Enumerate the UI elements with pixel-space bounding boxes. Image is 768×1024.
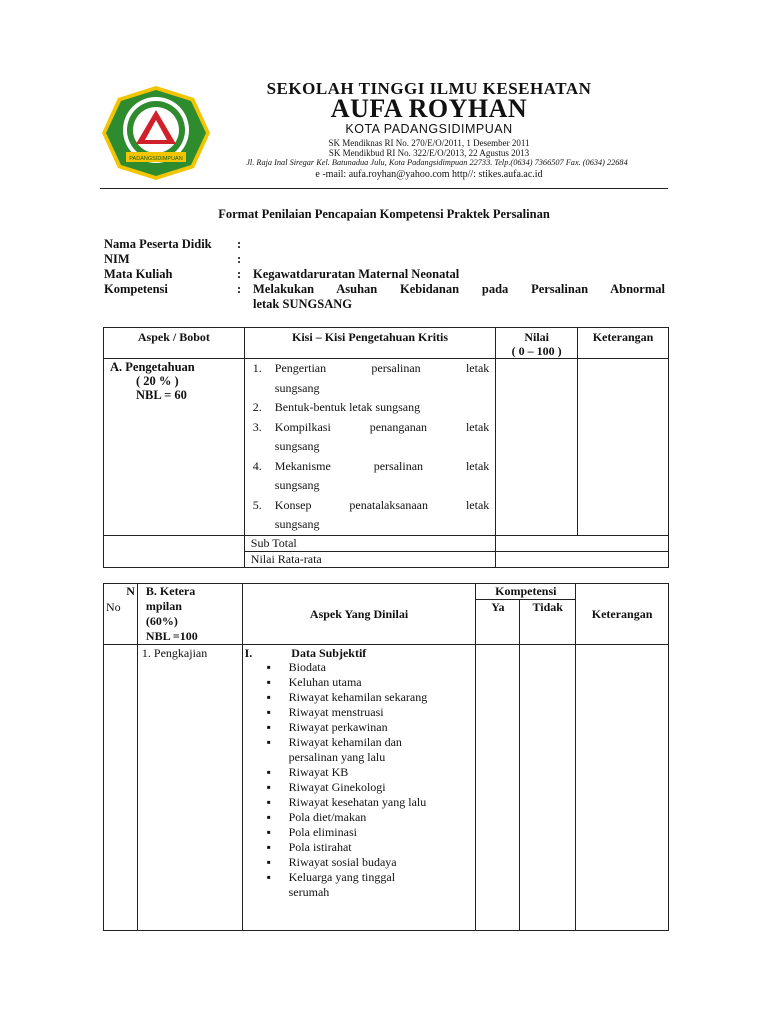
logo-text: PADANGSIDIMPUAN: [129, 156, 183, 162]
aspek-nbl: NBL = 60: [136, 388, 187, 402]
document-title: Format Penilaian Pencapaian Kompetensi Praktek Persalinan: [218, 207, 550, 221]
kisi-text: Pengertian persalinan letak sungsang: [274, 361, 490, 395]
kisi-num: 5.: [252, 497, 262, 512]
kisi-item: [253, 359, 490, 398]
aspek-pengetahuan: [104, 359, 245, 536]
assessment-item: ▪ Riwayat kesehatan yang lalu: [265, 795, 476, 810]
subtotal-blank: [104, 536, 245, 568]
institution-logo: [100, 84, 212, 182]
header-tidak: Tidak: [520, 600, 576, 645]
institution-contact: e -mail: aufa.royhan@yahoo.com http//: stikes.aufa.ac.id: [315, 169, 543, 180]
header-no-label: No: [106, 600, 121, 614]
skills-step: 1. Pengkajian: [137, 645, 242, 931]
kisi-num: 3.: [252, 419, 262, 434]
header-aspek-dinilai: Aspek Yang Dinilai: [242, 584, 476, 645]
average-value[interactable]: [496, 552, 669, 568]
skills-no-cell: [104, 645, 138, 931]
header-nilai: [496, 328, 578, 359]
assessment-item: ▪ Riwayat kehamilan sekarang: [265, 690, 476, 705]
assessment-item: ▪ Riwayat Ginekologi: [265, 780, 476, 795]
skills-aspek-cell: [242, 645, 476, 931]
header-b-keterampilan: B. Ketera mpilan (60%) NBL =100: [137, 584, 242, 645]
knowledge-table: [103, 327, 669, 568]
kisi-list-cell: [244, 359, 496, 536]
kisi-num: 1.: [252, 361, 262, 375]
info-label-nama: Nama Peserta Didik: [104, 237, 212, 251]
ya-cell[interactable]: [476, 645, 520, 931]
assessment-item: ▪ Riwayat sosial budaya: [265, 855, 476, 870]
info-value-kompetensi-2: letak SUNGSANG: [253, 297, 352, 311]
aspek-name: A. Pengetahuan: [110, 360, 195, 374]
assessment-item: ▪ Biodata: [265, 660, 476, 675]
info-colon-nim: :: [237, 252, 242, 266]
institution-type: SEKOLAH TINGGI ILMU KESEHATAN: [266, 79, 592, 98]
kisi-text: Kompilkasi penanganan letak sungsang: [274, 419, 490, 453]
kisi-text: Mekanisme persalinan letak sungsang: [274, 458, 490, 492]
assessment-item: ▪ Pola eliminasi: [265, 825, 476, 840]
assessment-item: ▪ Keluhan utama: [265, 675, 476, 690]
assessment-item: ▪ Pola istirahat: [265, 840, 476, 855]
kisi-item: [253, 457, 490, 496]
assessment-item: ▪ Keluarga yang tinggal serumah: [265, 870, 439, 900]
keterangan-cell[interactable]: [578, 359, 669, 536]
subtotal-row: [104, 536, 669, 552]
info-label-nim: NIM: [104, 252, 130, 266]
kisi-num: 4.: [252, 458, 262, 473]
sk-decree-1: SK Mendiknas RI No. 270/E/O/2011, 1 Desember 2011: [328, 138, 530, 148]
assessment-items: [243, 660, 476, 900]
subtotal-value[interactable]: [496, 536, 669, 552]
assessment-item: ▪ Riwayat menstruasi: [265, 705, 476, 720]
info-colon-mata-kuliah: :: [237, 267, 242, 281]
skills-row: [104, 645, 669, 931]
institution-name: AUFA ROYHAN: [330, 94, 528, 123]
institution-city: KOTA PADANGSIDIMPUAN: [345, 122, 513, 136]
keterangan-cell-2[interactable]: [576, 645, 669, 931]
header-kompetensi: Kompetensi: [476, 584, 576, 600]
subtotal-label: Sub Total: [244, 536, 496, 552]
assessment-item: ▪ Riwayat perkawinan: [265, 720, 476, 735]
header-nilai-range: ( 0 – 100 ): [511, 344, 562, 358]
header-nilai-label: Nilai: [524, 330, 550, 344]
assessment-item: ▪ Riwayat KB: [265, 765, 476, 780]
header-keterangan-2: Keterangan: [576, 584, 669, 645]
header-keterangan: Keterangan: [578, 328, 669, 359]
assessment-item: ▪ Pola diet/makan: [265, 810, 476, 825]
knowledge-row: [104, 359, 669, 536]
header-no-top: N: [126, 584, 135, 598]
sk-decree-2: SK Mendikbud RI No. 322/E/O/2013, 22 Agustus 2013: [328, 148, 530, 158]
nilai-cell[interactable]: [496, 359, 578, 536]
knowledge-table-header: [104, 328, 669, 359]
kisi-num: 2.: [252, 400, 262, 414]
kisi-text: Bentuk-bentuk letak sungsang: [274, 400, 421, 414]
info-value-kompetensi: Melakukan Asuhan Kebidanan pada Persalinan Abnormal: [253, 282, 665, 296]
header-ya: Ya: [476, 600, 520, 645]
kisi-item: [253, 398, 490, 418]
info-value-mata-kuliah: Kegawatdaruratan Maternal Neonatal: [253, 267, 460, 281]
header-kisi: Kisi – Kisi Pengetahuan Kritis: [244, 328, 496, 359]
info-label-mata-kuliah: Mata Kuliah: [104, 267, 173, 281]
section-heading: [243, 646, 476, 660]
assessment-item: ▪ Riwayat kehamilan dan persalinan yang lalu: [265, 735, 449, 765]
average-label: Nilai Rata-rata: [244, 552, 496, 568]
kisi-text: Konsep penatalaksanaan letak sungsang: [274, 497, 490, 531]
kisi-item: [253, 418, 490, 457]
info-label-kompetensi: Kompetensi: [104, 282, 168, 296]
aspek-weight: ( 20 % ): [136, 374, 179, 388]
info-colon-nama: :: [237, 237, 242, 251]
skills-table: [103, 583, 669, 931]
header-divider: [100, 188, 668, 189]
sk-decrees: [232, 138, 626, 158]
section-title: Data Subjektif: [291, 646, 367, 660]
tidak-cell[interactable]: [520, 645, 576, 931]
kisi-list: [245, 359, 496, 535]
section-number: I.: [244, 646, 253, 660]
info-colon-kompetensi: :: [237, 282, 242, 296]
header-aspek-bobot: Aspek / Bobot: [104, 328, 245, 359]
kisi-item: [253, 496, 490, 535]
skills-table-header-1: [104, 584, 669, 600]
institution-address: Jl. Raja Inal Siregar Kel. Batunadua Julu, Kota Padangsidimpuan 22733. Telp.(0634) 7366507 Fax. (0634) 22684: [246, 158, 628, 167]
header-no: [104, 584, 138, 645]
